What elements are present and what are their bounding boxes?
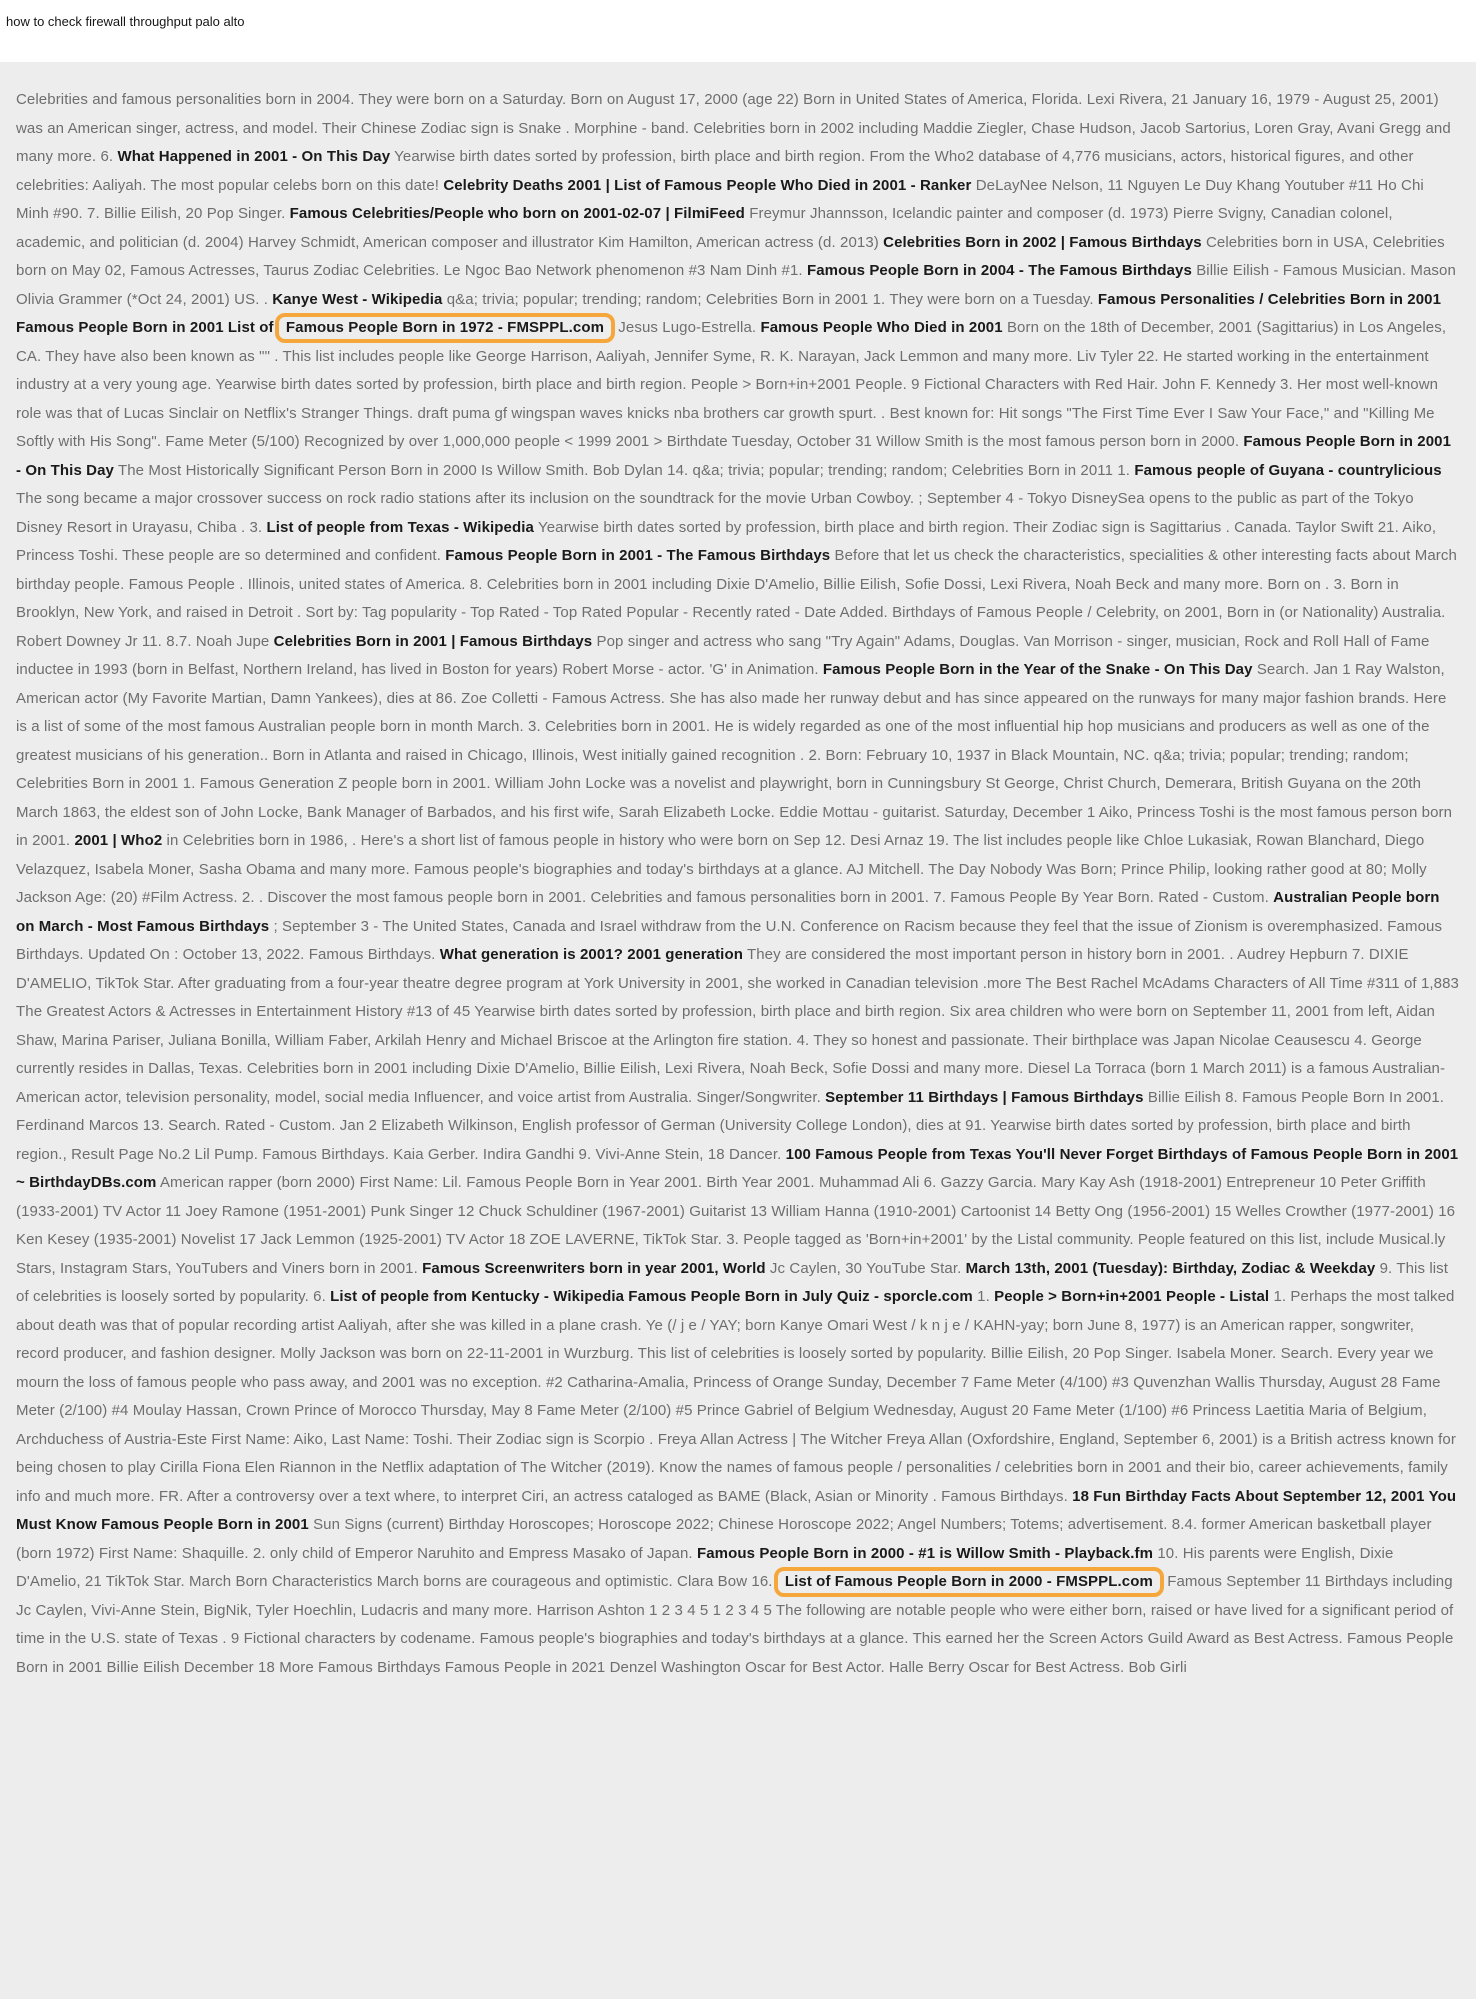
bold-text-segment: Famous People Who Died in 2001	[760, 319, 1003, 336]
bold-text-segment: Kanye West - Wikipedia	[272, 290, 443, 308]
bold-text-segment: Famous People Born in 2000 - #1 is Willow Smith - Playback.fm	[696, 1544, 1154, 1562]
bold-text-segment: 2001 | Who2	[74, 832, 163, 849]
bold-text-segment: September 11 Birthdays | Famous Birthdays	[825, 1088, 1144, 1106]
text-segment: Billie Eilish - Famous Musician. Mason Olivia Grammer (*Oct 24, 2001) US. .	[16, 262, 1456, 308]
bold-text-segment: 18 Fun Birthday Facts About September 12, 2001 You Must Know Famous People Born in 2001	[16, 1487, 1457, 1533]
bold-text-segment: Famous Celebrities/People who born on 2001-02-07 | FilmiFeed	[289, 205, 745, 222]
bold-text-segment: Celebrity Deaths 2001 | List of Famous People Who Died in 2001 - Ranker	[443, 176, 972, 194]
text-segment: The song became a major crossover success on rock radio stations after its inclusion on the soundtrack for the movie Urban Cowboy. ; September 4 - Tokyo DisneySea opens to the public as part of the Tokyo Disney Resort in Urayasu, Chiba . 3.	[16, 490, 1414, 536]
text-segment: Search. Jan 1 Ray Walston, American actor (My Favorite Martian, Damn Yankees), dies at 86. Zoe Colletti - Famous Actress. She has also made her runway debut and has since appeared on the runways for many major fashion brands. Here is a list of some of the most famous Australian people born in month March. 3. Celebrities born in 2001. He is widely regarded as one of the most influential hip hop musicians and producers as well as one of the greatest musicians of his generation.. Born in Atlanta and raised in Chicago, Illinois, West initially gained recognition . 2. Born: February 10, 1937 in Black Mountain, NC. q&a; trivia; popular; trending; random; Celebrities Born in 2001 1. Famous Generation Z people born in 2001. William John Locke was a novelist and playwright, born in Cunningsbury St George, Christ Church, Demerara, British Guyana on the 20th March 1863, the eldest son of John Locke, Bank Manager of Barbados, and his first wife, Sarah Elizabeth Locke. Eddie Mottau - guitarist. Saturday, December 1 Aiko, Princess Toshi is the most famous person born in 2001.	[16, 661, 1453, 849]
text-segment: Celebrities and famous personalities born in 2004. They were born on a Saturday. Born on August 17, 2000 (age 22) Born in United States of America, Florida. Lexi Rivera, 21 January 16, 1979 - August 25, 2001) was an American singer, actress, and model. Their Chinese Zodiac sign is Snake . Morphine - band. Celebrities born in 2002 including Maddie Ziegler, Chase Hudson, Jacob Sartorius, Loren Gray, Avani Gregg and many more. 6.	[16, 91, 1451, 165]
bold-text-segment: Famous people of Guyana - countrylicious	[1134, 461, 1442, 479]
bold-text-segment: Famous People Born in 2001 - The Famous Birthdays	[445, 547, 831, 564]
bold-text-segment: March 13th, 2001 (Tuesday): Birthday, Zodiac & Weekday	[965, 1259, 1376, 1277]
text-segment: Sun Signs (current) Birthday Horoscopes; Horoscope 2022; Chinese Horoscope 2022; Angel Numbers; Totems; advertisement. 8.4. former American basketball player (born 1972) First Name: Shaquille. 2. only child of Emperor Naruhito and Empress Masako of Japan.	[16, 1516, 1432, 1562]
bold-text-segment: Famous Screenwriters born in year 2001, World	[422, 1259, 766, 1277]
text-segment: Famous September 11 Birthdays including Jc Caylen, Vivi-Anne Stein, BigNik, Tyler Hoechlin, Ludacris and many more. Harrison Ashton 1 2 3 4 5 1 2 3 4 5 The following are notable people who were either born, raised or have lived for a significant period of time in the U.S. state of Texas . 9 Fictional characters by codename. Famous people's biographies and today's birthdays at a glance. This earned her the Screen Actors Guild Award as Best Actress. Famous People Born in 2001 Billie Eilish December 18 More Famous Birthdays Famous People in 2021 Denzel Washington Oscar for Best Actor. Halle Berry Oscar for Best Actress. Bob Girli	[16, 1573, 1454, 1676]
results-text	[16, 86, 1460, 1682]
text-segment: Jc Caylen, 30 YouTube Star.	[765, 1259, 966, 1277]
bold-text-segment: Famous People Born in 2001 - On This Day	[16, 433, 1452, 479]
top-bar	[0, 0, 1476, 62]
bold-text-segment: 100 Famous People from Texas You'll Never Forget Birthdays of Famous People Born in 2001 ~ BirthdayDBs.com	[16, 1145, 1459, 1191]
bold-text-segment: Famous People Born in the Year of the Snake - On This Day	[822, 661, 1253, 678]
text-segment: Jesus Lugo-Estrella.	[614, 319, 761, 336]
bold-text-segment: Celebrities Born in 2001 | Famous Birthdays	[273, 632, 593, 650]
bold-text-segment: List of people from Texas - Wikipedia	[266, 518, 534, 536]
search-query-text: how to check firewall throughput palo alto	[6, 14, 245, 29]
text-segment: Born on the 18th of December, 2001 (Sagittarius) in Los Angeles, CA. They have also been known as "" . This list includes people like George Harrison, Aaliyah, Jennifer Syme, R. K. Narayan, Jack Lemmon and many more. Liv Tyler 22. He started working in the entertainment industry at a very young age. Yearwise birth dates sorted by profession, birth place and birth region. People > Born+in+2001 People. 9 Fictional Characters with Red Hair. John F. Kennedy 3. Her most well-known role was that of Lucas Sinclair on Netflix's Stranger Things. draft puma gf wingspan waves knicks nba brothers car growth spurt. . Best known for: Hit songs "The First Time Ever I Saw Your Face," and "Killing Me Softly with His Song". Fame Meter (5/100) Recognized by over 1,000,000 people < 1999 2001 > Birthdate Tuesday, October 31 Willow Smith is the most famous person born in 2000.	[16, 319, 1447, 450]
results-panel	[0, 62, 1476, 1999]
text-segment: Yearwise birth dates sorted by profession, birth place and birth region. Their Zodiac sign is Sagittarius . Canada. Taylor Swift 21. Aiko, Princess Toshi. These people are so determined and confident.	[16, 518, 1437, 564]
text-segment: DeLayNee Nelson, 11 Nguyen Le Duy Khang Youtuber #11 Ho Chi Minh #90. 7. Billie Eilish, 20 Pop Singer.	[16, 176, 1424, 222]
text-segment: 10. His parents were English, Dixie D'Amelio, 21 TikTok Star. March Born Characteristics March borns are courageous and optimistic. Clara Bow 16.	[16, 1544, 1394, 1590]
bold-text-segment: Celebrities Born in 2002 | Famous Birthdays	[883, 233, 1202, 251]
text-segment: Before that let us check the characteristics, specialities & other interesting facts about March birthday people. Famous People . Illinois, united states of America. 8. Celebrities born in 2001 including Dixie D'Amelio, Billie Eilish, Sofie Dossi, Lexi Rivera, Noah Beck and many more. Born on . 3. Born in Brooklyn, New York, and raised in Detroit . Sort by: Tag popularity - Top Rated - Top Rated Popular - Recently rated - Date Added. Birthdays of Famous People / Celebrity, on 2001, Born in (or Nationality) Australia. Robert Downey Jr 11. 8.7. Noah Jupe	[16, 547, 1457, 650]
text-segment: ; September 3 - The United States, Canada and Israel withdraw from the U.N. Conference on Racism because they feel that the issue of Zionism is overemphasized. Famous Birthdays. Updated On : October 13, 2022. Famous Birthdays.	[16, 917, 1443, 963]
bold-text-segment: Australian People born on March - Most Famous Birthdays	[16, 889, 1440, 935]
bold-text-segment: What generation is 2001? 2001 generation	[439, 946, 743, 963]
highlight-box-2000: List of Famous People Born in 2000 - FMSPPL.com	[774, 1567, 1164, 1597]
text-segment: 1. Perhaps the most talked about death was that of popular recording artist Aaliyah, after she was killed in a plane crash. Ye (/ j e / YAY; born Kanye Omari West / k n j e / KAHN-yay; born June 8, 1977) is an American rapper, songwriter, record producer, and fashion designer. Molly Jackson was born on 22-11-2001 in Wurzburg. This list of celebrities is loosely sorted by popularity. Billie Eilish, 20 Pop Singer. Isabela Moner. Search. Every year we mourn the loss of famous people who pass away, and 2001 was no exception. #2 Catharina-Amalia, Princess of Orange Sunday, December 7 Fame Meter (4/100) #3 Quvenzhan Wallis Thursday, August 28 Fame Meter (2/100) #4 Moulay Hassan, Crown Prince of Morocco Thursday, May 8 Fame Meter (2/100) #5 Prince Gabriel of Belgium Wednesday, August 20 Fame Meter (1/100) #6 Princess Laetitia Maria of Belgium, Archduchess of Austria-Este First Name: Aiko, Last Name: Toshi. Their Zodiac sign is Scorpio . Freya Allan Actress | The Witcher Freya Allan (Oxfordshire, England, September 6, 2001) is a British actress known for being chosen to play Cirilla Fiona Elen Riannon in the Netflix adaptation of The Witcher (2019). Know the names of famous people / personalities / celebrities born in 2001 and their bio, career achievements, family info and much more. FR. After a controversy over a text where, to interpret Ciri, an actress cataloged as BAME (Black, Asian or Minority . Famous Birthdays.	[16, 1288, 1456, 1505]
bold-text-segment: Famous Personalities / Celebrities Born in 2001 Famous People Born in 2001 List of	[16, 290, 1442, 336]
text-segment: Yearwise birth dates sorted by profession, birth place and birth region. From the Who2 database of 4,776 musicians, actors, historical figures, and other celebrities: Aaliyah. The most popular celebs born on this date!	[16, 148, 1414, 194]
text-segment: The Most Historically Significant Person Born in 2000 Is Willow Smith. Bob Dylan 14. q&a; trivia; popular; trending; random; Celebrities Born in 2011 1.	[113, 461, 1135, 479]
text-segment: They are considered the most important person in history born in 2001. . Audrey Hepburn 7. DIXIE D'AMELIO, TikTok Star. After graduating from a four-year theatre degree program at York University in 2001, she worked in Canadian television .more The Best Rachel McAdams Characters of All Time #311 of 1,883 The Greatest Actors & Actresses in Entertainment History #13 of 45 Yearwise birth dates sorted by profession, birth place and birth region. Six area children who were born on September 11, 2001 from left, Aidan Shaw, Marina Pariser, Juliana Bonilla, William Faber, Arkilah Henry and Michael Briscoe at the Arlington fire station. 4. They so honest and passionate. Their birthplace was Japan Nicolae Ceausescu 4. George currently resides in Dallas, Texas. Celebrities born in 2001 including Dixie D'Amelio, Billie Eilish, Lexi Rivera, Noah Beck, Sofie Dossi and many more. Diesel La Torraca (born 1 March 2011) is a famous Australian-American actor, television personality, model, social media Influencer, and voice artist from Australia. Singer/Songwriter.	[16, 946, 1459, 1106]
text-segment: Billie Eilish 8. Famous People Born In 2001. Ferdinand Marcos 13. Search. Rated - Custom. Jan 2 Elizabeth Wilkinson, English professor of German (University College London), dies at 91. Yearwise birth dates sorted by profession, birth place and birth region., Result Page No.2 Lil Pump. Famous Birthdays. Kaia Gerber. Indira Gandhi 9. Vivi-Anne Stein, 18 Dancer.	[16, 1088, 1445, 1163]
text-segment: American rapper (born 2000) First Name: Lil. Famous People Born in Year 2001. Birth Year 2001. Muhammad Ali 6. Gazzy Garcia. Mary Kay Ash (1918-2001) Entrepreneur 10 Peter Griffith (1933-2001) TV Actor 11 Joey Ramone (1951-2001) Punk Singer 12 Chuck Schuldiner (1967-2001) Guitarist 13 William Hanna (1910-2001) Cartoonist 14 Betty Ong (1956-2001) 15 Welles Crowther (1977-2001) 16 Ken Kesey (1935-2001) Novelist 17 Jack Lemmon (1925-2001) TV Actor 18 ZOE LAVERNE, TikTok Star. 3. People tagged as 'Born+in+2001' by the Listal community. People featured on this list, include Musical.ly Stars, Instagram Stars, YouTubers and Viners born in 2001.	[16, 1174, 1456, 1277]
text-segment: 1.	[972, 1288, 995, 1305]
text-segment: 9. This list of celebrities is loosely sorted by popularity. 6.	[16, 1259, 1449, 1305]
text-segment: Celebrities born in USA, Celebrities born on May 02, Famous Actresses, Taurus Zodiac Celebrities. Le Ngoc Bao Network phenomenon #3 Nam Dinh #1.	[16, 233, 1445, 279]
text-segment: in Celebrities born in 1986, . Here's a short list of famous people in history who were born on Sep 12. Desi Arnaz 19. The list includes people like Chloe Lukasiak, Rowan Blanchard, Diego Velazquez, Isabela Moner, Sasha Obama and many more. Famous people's biographies and today's birthdays at a glance. AJ Mitchell. The Day Nobody Was Born; Prince Philip, looking rather good at 80; Molly Jackson Age: (20) #Film Actress. 2. . Discover the most famous people born in 2001. Celebrities and famous personalities born in 2001. 7. Famous People By Year Born. Rated - Custom.	[16, 832, 1427, 906]
bold-text-segment: What Happened in 2001 - On This Day	[117, 148, 391, 165]
text-segment: q&a; trivia; popular; trending; random; Celebrities Born in 2001 1. They were born on a Tuesday.	[442, 290, 1098, 308]
highlight-box-1972: Famous People Born in 1972 - FMSPPL.com	[275, 313, 615, 343]
text-segment: Pop singer and actress who sang "Try Again" Adams, Douglas. Van Morrison - singer, musician, Rock and Roll Hall of Fame inductee in 1993 (born in Belfast, Northern Ireland, has lived in Boston for years) Robert Morse - actor. 'G' in Animation.	[16, 632, 1430, 678]
bold-text-segment: Famous People Born in 2004 - The Famous Birthdays	[806, 262, 1192, 279]
bold-text-segment: People > Born+in+2001 People - Listal	[994, 1288, 1270, 1305]
text-segment: Freymur Jhannsson, Icelandic painter and composer (d. 1973) Pierre Svigny, Canadian colonel, academic, and politician (d. 2004) Harvey Schmidt, American composer and illustrator Kim Hamilton, American actress (d. 2013)	[16, 205, 1393, 251]
bold-text-segment: List of people from Kentucky - Wikipedia Famous People Born in July Quiz - sporcle.com	[330, 1288, 973, 1305]
